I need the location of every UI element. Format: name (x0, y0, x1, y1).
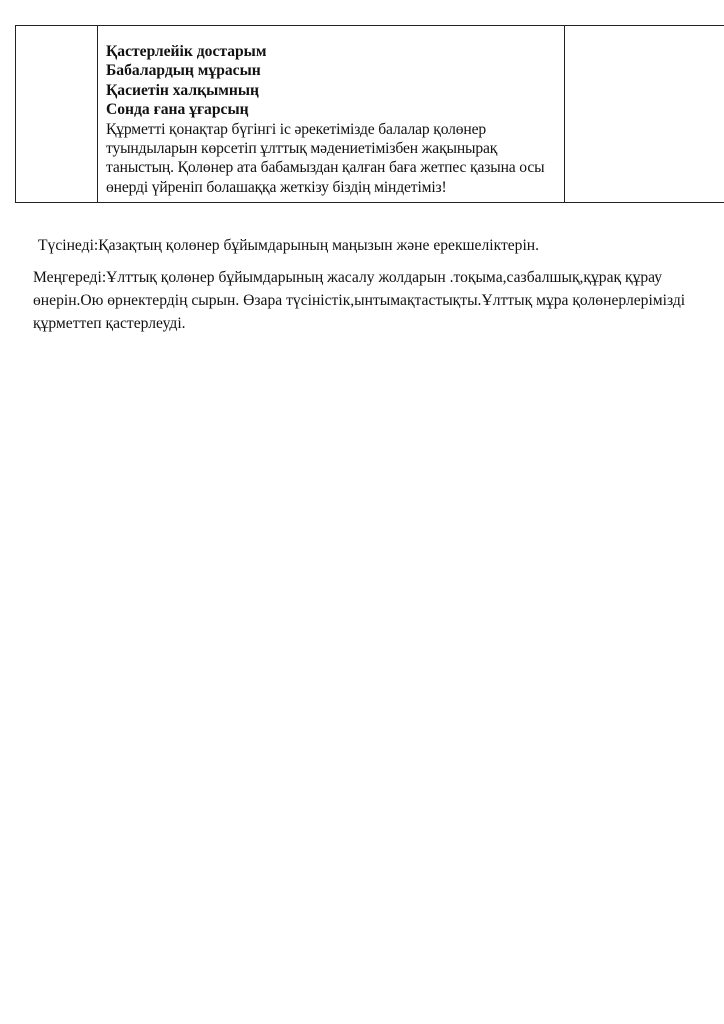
table-cell-empty-right (565, 26, 724, 203)
table-cell-content (98, 26, 565, 203)
poem-line-3: Қасиетін халқымның (106, 81, 260, 99)
poem-line-2: Бабалардың мұрасын (106, 62, 261, 80)
poem-line-1: Қастерлейік достарым (106, 43, 267, 60)
table-cell-empty-left (16, 26, 98, 203)
greeting-paragraph: Құрметті қонақтар бүгінгі іс әрекетімізде балалар қолөнер туындыларын көрсетіп ұлттық мәдениетімізбен жақынырақ таныстың. Қолөнер ата бабамыздан қалған баға жетпес қазына осы өнерді үйреніп болашаққа жеткізу біздің міндетіміз! (106, 120, 545, 196)
understands-text: Түсінеді:Қазақтың қолөнер бұйымдарының маңызын және ерекшеліктерін. (38, 237, 540, 254)
lesson-table (15, 25, 724, 203)
table-row (16, 26, 724, 203)
poem-line-4: Сонда ғана ұғарсың (106, 101, 249, 119)
masters-text: Меңгереді:Ұлттық қолөнер бұйымдарының жасалу жолдарын .тоқыма,сазбалшық,құрақ құрау өнерін.Ою өрнектердің сырын. Өзара түсіністік,ынтымақтастықты.Ұлттық мұра қолөнерлерімізді құрметтеп қастерлеуді. (33, 269, 686, 332)
